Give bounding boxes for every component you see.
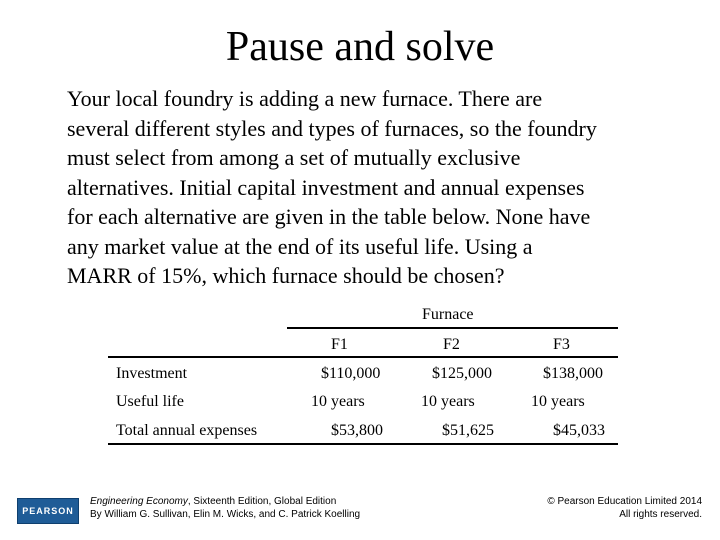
row-label-investment: Investment bbox=[116, 365, 188, 382]
citation-authors: By William G. Sullivan, Elin M. Wicks, and C. Patrick Koelling bbox=[90, 509, 361, 520]
book-title: Engineering Economy bbox=[90, 496, 188, 507]
cell-investment-f3: $138,000 bbox=[543, 365, 603, 382]
copyright-line: © Pearson Education Limited 2014 bbox=[547, 496, 702, 507]
book-edition: , Sixteenth Edition, Global Edition bbox=[187, 496, 337, 507]
pearson-logo: PEARSON bbox=[17, 498, 79, 524]
problem-line: MARR of 15%, which furnace should be chosen? bbox=[67, 263, 505, 288]
column-header-f2: F2 bbox=[443, 336, 460, 353]
cell-useful-life-f1: 10 years bbox=[311, 393, 365, 410]
citation-line-1 bbox=[90, 495, 360, 508]
row-label-total-annual-expenses: Total annual expenses bbox=[116, 422, 258, 439]
slide-title: Pause and solve bbox=[225, 24, 495, 70]
problem-line: for each alternative are given in the table below. None have bbox=[67, 204, 591, 229]
cell-investment-f1: $110,000 bbox=[321, 365, 381, 382]
furnace-group-header: Furnace bbox=[422, 306, 474, 323]
rights-line: All rights reserved. bbox=[619, 509, 702, 520]
cell-expenses-f3: $45,033 bbox=[553, 422, 605, 439]
cell-expenses-f2: $51,625 bbox=[442, 422, 494, 439]
cell-useful-life-f2: 10 years bbox=[421, 393, 475, 410]
header-rule bbox=[287, 327, 618, 329]
column-header-rule bbox=[108, 356, 618, 358]
problem-line: several different styles and types of furnaces, so the foundry bbox=[67, 115, 597, 141]
book-citation bbox=[90, 495, 360, 521]
cell-investment-f2: $125,000 bbox=[432, 365, 492, 382]
row-label-useful-life: Useful life bbox=[116, 393, 184, 410]
cell-expenses-f1: $53,800 bbox=[331, 422, 383, 439]
copyright-notice bbox=[547, 495, 702, 521]
table-bottom-rule bbox=[108, 443, 618, 445]
column-header-f1: F1 bbox=[331, 336, 348, 353]
problem-line: any market value at the end of its useful life. Using a bbox=[67, 233, 533, 259]
column-header-f3: F3 bbox=[553, 336, 570, 353]
problem-line: Your local foundry is adding a new furnace. There are bbox=[67, 86, 543, 111]
problem-line: must select from among a set of mutually exclusive bbox=[67, 145, 521, 170]
problem-line: alternatives. Initial capital investment and annual expenses bbox=[67, 174, 585, 200]
cell-useful-life-f3: 10 years bbox=[531, 393, 585, 410]
